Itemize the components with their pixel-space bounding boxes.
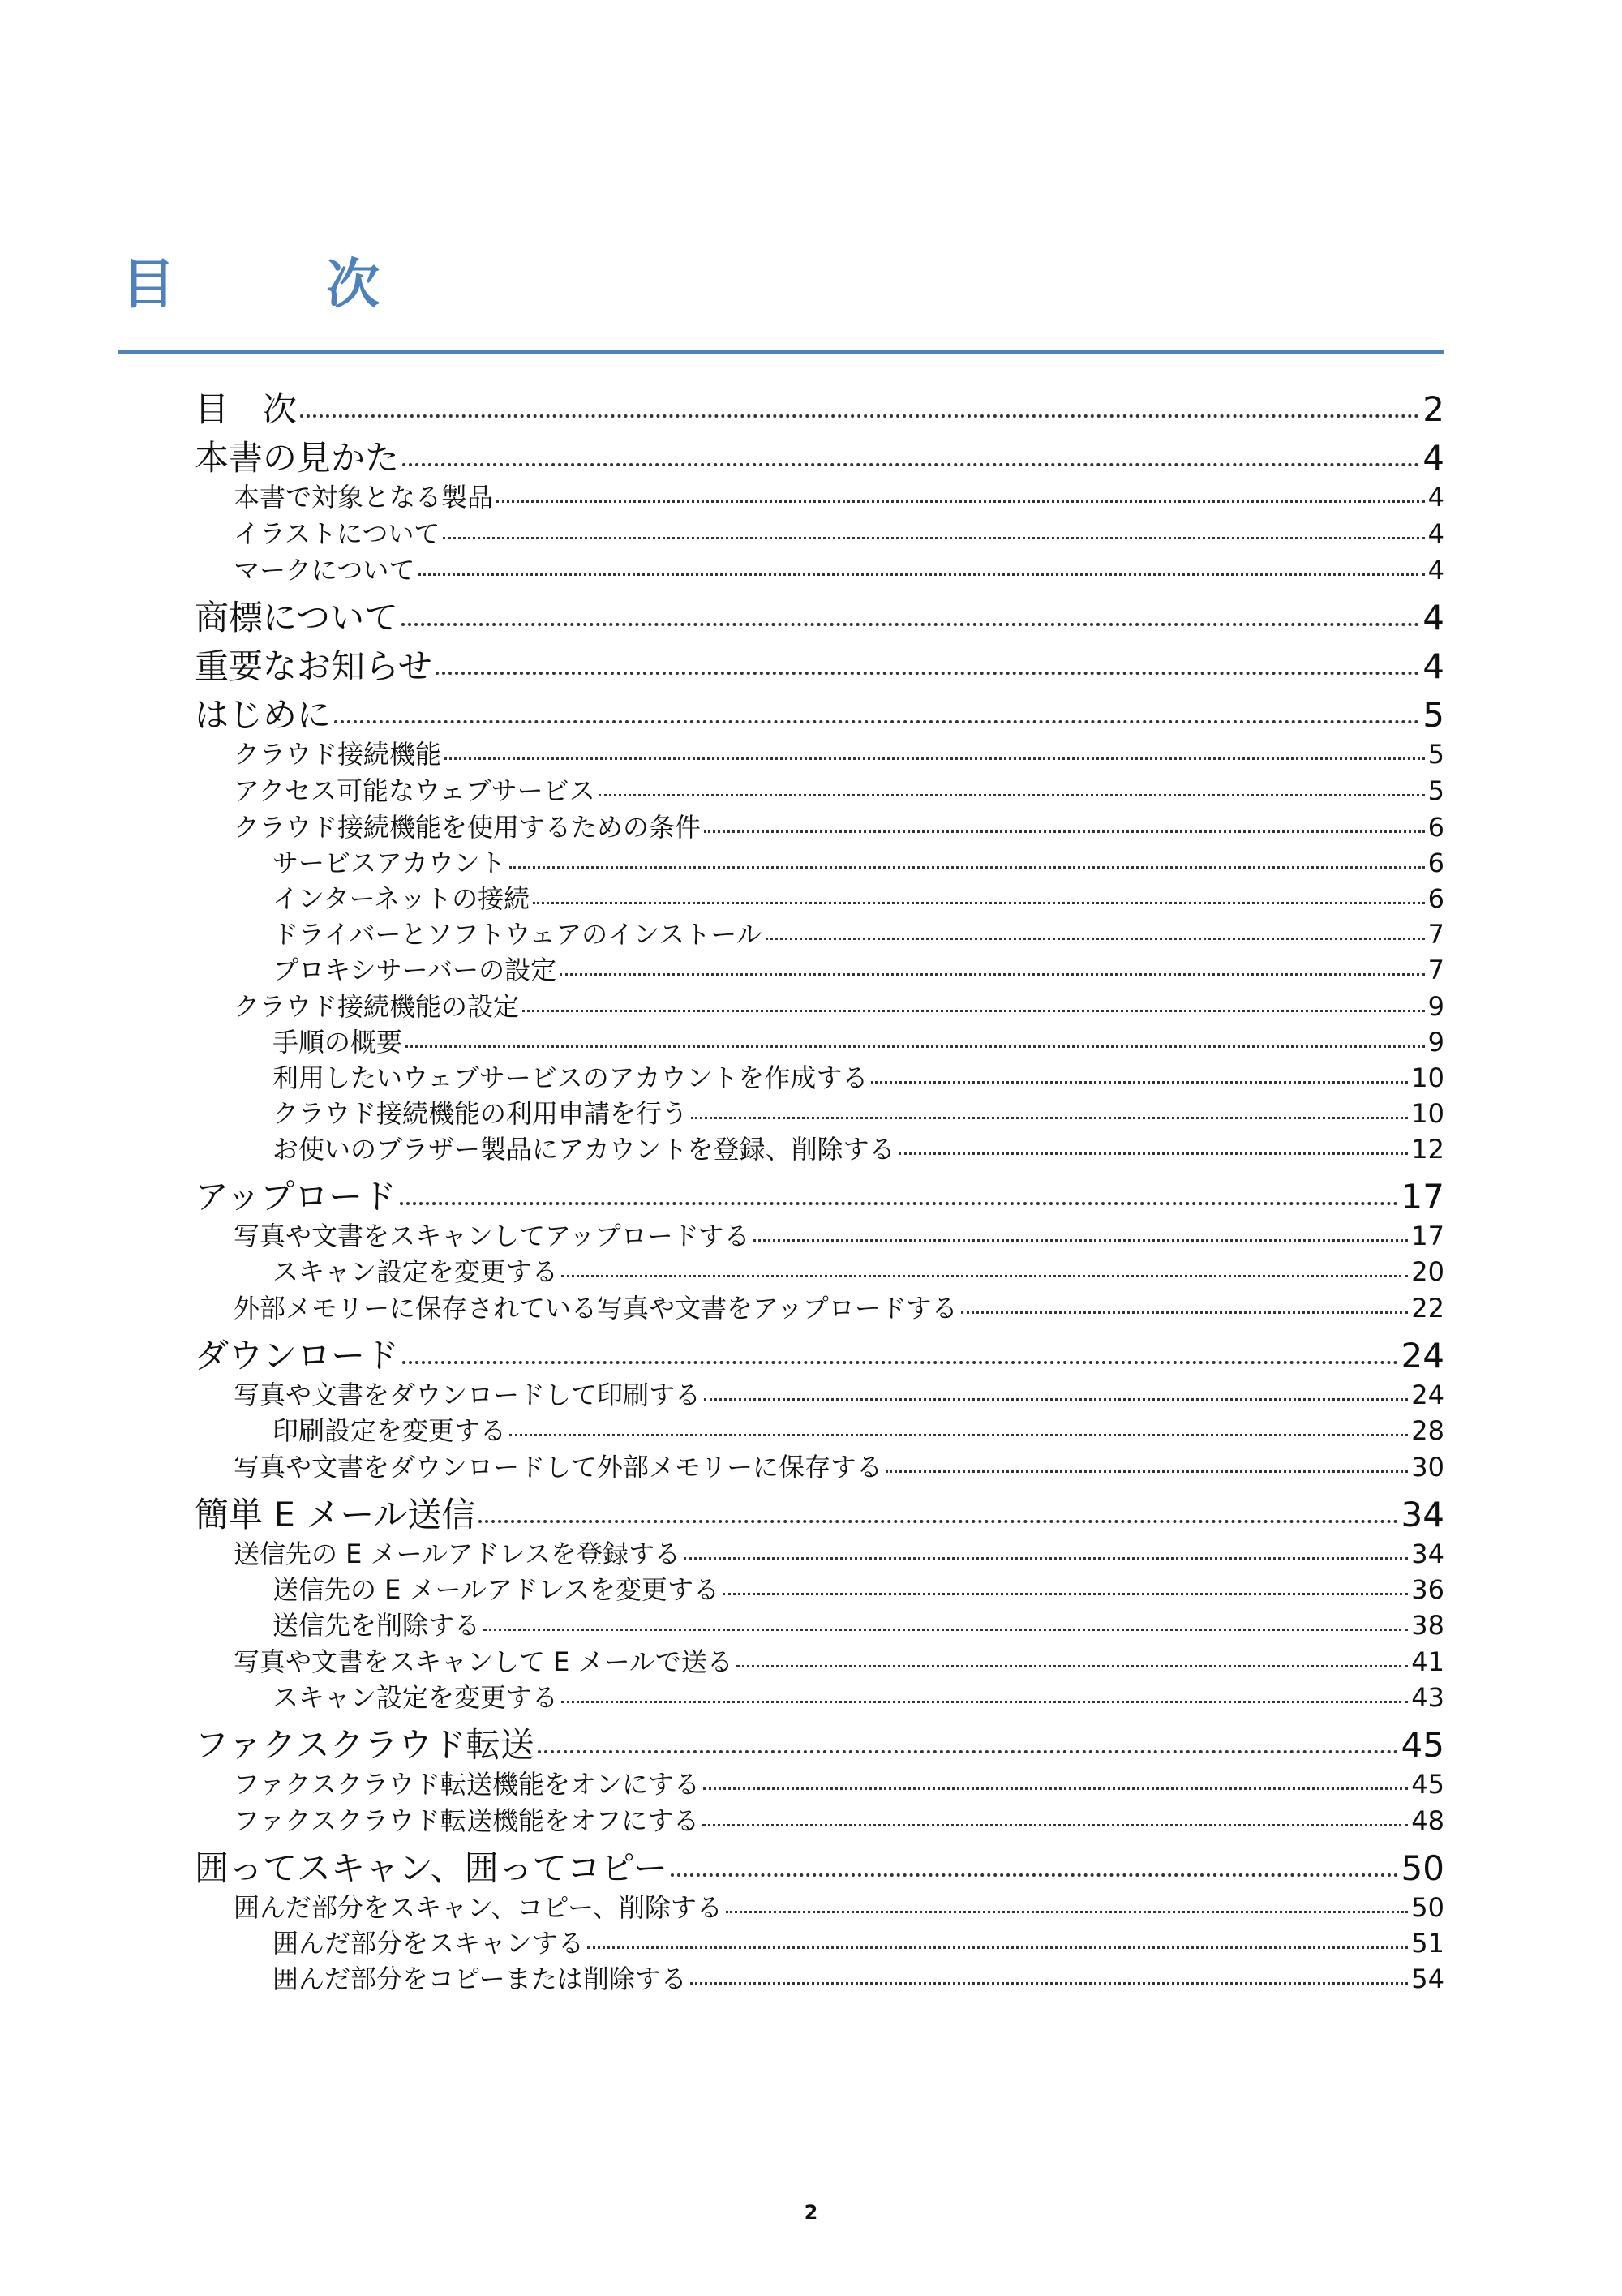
dot-leader [561,1275,1408,1277]
dot-leader [402,463,1419,466]
dot-leader [444,757,1425,760]
toc-entry-page-number: 4 [1422,598,1444,637]
page-number: 2 [804,2201,818,2224]
toc-entry-page-number: 41 [1411,1646,1444,1677]
dot-leader [599,794,1425,796]
toc-entry-level-3[interactable] [272,955,1444,986]
toc-entry-title: 写真や文書をスキャンして E メールで送る [234,1646,733,1677]
toc-entry-title: お使いのブラザー製品にアカウントを登録、削除する [272,1134,895,1165]
dot-leader [871,1081,1408,1084]
dot-leader [483,1629,1408,1631]
dot-leader [766,938,1425,940]
toc-entry-level-2[interactable] [234,739,1444,770]
toc-entry-level-1[interactable] [195,1496,1444,1534]
toc-entry-title: スキャン設定を変更する [272,1682,559,1713]
toc-entry-level-3[interactable] [272,1027,1444,1058]
toc-entry-title: インターネットの接続 [272,883,530,914]
toc-entry-page-number: 38 [1411,1610,1444,1641]
dot-leader [401,623,1419,626]
toc-entry-page-number: 50 [1411,1892,1444,1923]
toc-entry-level-3[interactable] [272,1098,1444,1130]
toc-entry-title: 本書の見かた [195,438,400,478]
toc-entry-level-1[interactable] [195,1178,1444,1216]
toc-entry-page-number: 28 [1411,1415,1444,1446]
table-of-contents [195,380,1444,1995]
title-divider [118,350,1444,354]
dot-leader [703,1787,1408,1790]
dot-leader [886,1470,1408,1473]
dot-leader [684,1557,1408,1560]
dot-leader [402,1361,1398,1364]
toc-entry-level-3[interactable] [272,1415,1444,1447]
toc-entry-page-number: 30 [1411,1452,1444,1483]
toc-entry-page-number: 22 [1411,1293,1444,1324]
toc-entry-page-number: 17 [1411,1221,1444,1251]
toc-entry-page-number: 45 [1401,1725,1444,1765]
toc-entry-title: スキャン設定を変更する [272,1256,559,1287]
toc-entry-title: 手順の概要 [272,1027,403,1058]
toc-entry-page-number: 4 [1427,482,1444,513]
toc-entry-level-1[interactable] [195,1337,1444,1375]
toc-entry-page-number: 4 [1422,646,1444,686]
toc-entry-title: 囲んだ部分をスキャンする [272,1928,585,1959]
toc-entry-level-2[interactable] [234,1452,1444,1483]
toc-entry-level-2[interactable] [234,1221,1444,1252]
toc-entry-page-number: 9 [1427,991,1444,1022]
dot-leader [478,1520,1397,1523]
toc-entry-level-3[interactable] [272,919,1444,951]
dot-leader [560,973,1425,976]
dot-leader [522,1010,1425,1012]
toc-entry-level-1[interactable] [195,1727,1444,1764]
toc-entry-title: 本書で対象となる製品 [234,482,494,513]
toc-entry-level-1[interactable] [195,1850,1444,1887]
toc-entry-page-number: 2 [1422,389,1444,429]
toc-entry-title: イラストについて [234,518,440,549]
dot-leader [753,1239,1408,1242]
toc-entry-level-2[interactable] [234,518,1444,550]
toc-entry-level-1[interactable] [195,697,1444,734]
toc-entry-title: 送信先を削除する [272,1610,481,1641]
toc-entry-level-3[interactable] [272,1574,1444,1606]
dot-leader [496,500,1425,503]
toc-entry-page-number: 45 [1411,1769,1444,1800]
dot-leader [538,1750,1398,1753]
toc-entry-level-2[interactable] [234,1892,1444,1924]
toc-entry-title: クラウド接続機能の設定 [234,991,520,1022]
toc-entry-level-3[interactable] [272,1963,1444,1995]
dot-leader [736,1665,1408,1667]
toc-entry-level-3[interactable] [272,848,1444,879]
dot-leader [671,1873,1398,1877]
toc-entry-page-number: 7 [1427,955,1444,985]
toc-entry-page-number: 6 [1427,883,1444,914]
toc-entry-page-number: 17 [1401,1177,1444,1217]
toc-entry-level-3[interactable] [272,1062,1444,1094]
toc-entry-level-2[interactable] [234,1769,1444,1800]
dot-leader [702,1824,1408,1826]
toc-entry-title: 印刷設定を変更する [272,1415,507,1446]
toc-entry-page-number: 6 [1427,812,1444,843]
toc-entry-page-number: 36 [1411,1574,1444,1605]
dot-leader [691,1117,1408,1119]
toc-entry-page-number: 10 [1411,1098,1444,1129]
toc-entry-title: サービスアカウント [272,848,506,878]
dot-leader [400,1202,1397,1205]
toc-entry-page-number: 34 [1411,1539,1444,1569]
toc-entry-title: 商標について [195,598,399,637]
toc-entry-title: 簡単 E メール送信 [195,1495,476,1534]
toc-entry-title: アクセス可能なウェブサービス [234,775,595,806]
toc-entry-title: クラウド接続機能の利用申請を行う [272,1098,689,1129]
toc-entry-title: ダウンロード [195,1336,400,1375]
toc-entry-title: プロキシサーバーの設定 [272,955,557,985]
toc-entry-title: 囲んだ部分をコピーまたは削除する [272,1963,687,1994]
toc-entry-level-2[interactable] [234,1380,1444,1411]
dot-leader [300,414,1419,418]
toc-entry-page-number: 10 [1411,1062,1444,1093]
dot-leader [418,573,1424,576]
toc-entry-title: 目 次 [195,389,298,429]
toc-entry-title: 囲んだ部分をスキャン、コピー、削除する [234,1892,723,1923]
dot-leader [509,1434,1408,1436]
toc-entry-level-3[interactable] [272,1928,1444,1959]
toc-entry-level-2[interactable] [234,775,1444,807]
toc-entry-page-number: 20 [1411,1256,1444,1287]
toc-entry-page-number: 12 [1411,1134,1444,1165]
dot-leader [443,537,1424,539]
toc-entry-title: 写真や文書をスキャンしてアップロードする [234,1221,750,1251]
toc-entry-page-number: 24 [1401,1336,1444,1375]
toc-entry-title: 写真や文書をダウンロードして印刷する [234,1380,702,1410]
toc-entry-title: アップロード [195,1177,397,1217]
toc-entry-level-3[interactable] [272,1610,1444,1642]
toc-entry-title: クラウド接続機能を使用するための条件 [234,812,702,843]
dot-leader [406,1045,1425,1048]
toc-entry-page-number: 5 [1427,775,1444,806]
toc-entry-level-1[interactable] [195,648,1444,685]
toc-entry-page-number: 9 [1427,1027,1444,1058]
toc-entry-level-3[interactable] [272,1256,1444,1288]
dot-leader [704,1398,1408,1401]
toc-entry-page-number: 34 [1401,1495,1444,1534]
toc-entry-level-2[interactable] [234,812,1444,843]
dot-leader [587,1946,1408,1949]
toc-entry-title: 重要なお知らせ [195,646,432,686]
toc-entry-title: 送信先の E メールアドレスを登録する [234,1539,680,1569]
dot-leader [334,720,1419,723]
toc-entry-page-number: 4 [1427,518,1444,549]
toc-entry-title: 送信先の E メールアドレスを変更する [272,1574,719,1605]
toc-entry-level-2[interactable] [234,1539,1444,1570]
toc-entry-level-2[interactable] [234,991,1444,1023]
toc-entry-title: クラウド接続機能 [234,739,442,770]
toc-entry-page-number: 43 [1411,1682,1444,1713]
toc-entry-level-2[interactable] [234,1646,1444,1678]
dot-leader [561,1701,1408,1703]
toc-entry-page-number: 48 [1411,1805,1444,1836]
toc-entry-title: 外部メモリーに保存されている写真や文書をアップロードする [234,1293,958,1324]
page-title: 目 次 [122,253,428,315]
toc-entry-level-2[interactable] [234,1805,1444,1837]
toc-entry-level-1[interactable] [195,599,1444,637]
toc-entry-level-3[interactable] [272,883,1444,915]
toc-entry-page-number: 7 [1427,919,1444,950]
dot-leader [533,902,1425,904]
toc-entry-page-number: 6 [1427,848,1444,878]
dot-leader [723,1593,1408,1595]
toc-entry-level-1[interactable] [195,440,1444,477]
toc-entry-title: 写真や文書をダウンロードして外部メモリーに保存する [234,1452,883,1483]
toc-entry-page-number: 54 [1411,1963,1444,1994]
toc-entry-page-number: 24 [1411,1380,1444,1410]
toc-entry-title: ファクスクラウド転送機能をオフにする [234,1805,700,1836]
dot-leader [704,830,1425,833]
toc-entry-level-3[interactable] [272,1134,1444,1165]
toc-entry-title: ファクスクラウド転送 [195,1725,534,1765]
dot-leader [726,1911,1408,1913]
toc-entry-title: 利用したいウェブサービスのアカウントを作成する [272,1062,869,1093]
toc-entry-level-3[interactable] [272,1682,1444,1714]
toc-entry-page-number: 5 [1422,695,1444,735]
toc-entry-title: マークについて [234,555,415,586]
toc-entry-title: ドライバーとソフトウェアのインストール [272,919,762,950]
dot-leader [899,1152,1409,1155]
toc-entry-page-number: 51 [1411,1928,1444,1959]
toc-entry-title: はじめに [195,695,332,735]
dot-leader [961,1311,1408,1314]
toc-entry-page-number: 4 [1422,438,1444,478]
dot-leader [509,866,1425,869]
dot-leader [436,672,1420,675]
toc-entry-page-number: 50 [1401,1848,1444,1888]
toc-entry-level-1[interactable] [195,391,1444,428]
toc-entry-title: ファクスクラウド転送機能をオンにする [234,1769,701,1800]
toc-entry-page-number: 4 [1427,555,1444,586]
toc-entry-level-2[interactable] [234,1293,1444,1324]
dot-leader [690,1982,1409,1985]
toc-entry-level-2[interactable] [234,482,1444,513]
toc-entry-title: 囲ってスキャン、囲ってコピー [195,1848,667,1888]
toc-entry-level-2[interactable] [234,555,1444,586]
toc-entry-page-number: 5 [1427,739,1444,770]
